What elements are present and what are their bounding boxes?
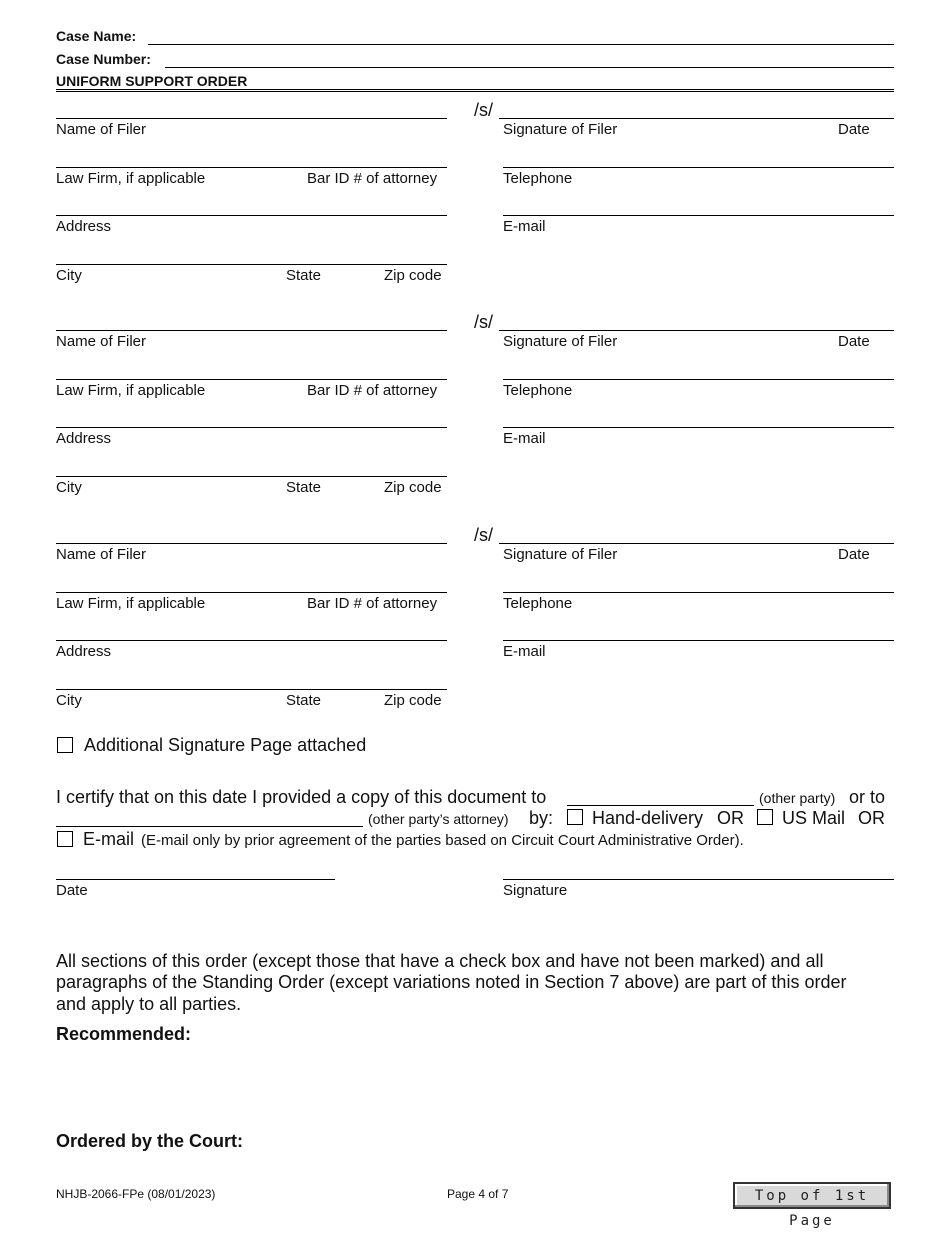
city-state-zip-field[interactable] (56, 476, 447, 477)
email-note: (E-mail only by prior agreement of the parties based on Circuit Court Administrative Order). (141, 832, 744, 849)
signature-of-filer-label: Signature of Filer (503, 546, 618, 563)
other-party-attorney-field[interactable] (56, 826, 363, 827)
cert-date-label: Date (56, 882, 88, 899)
name-of-filer-field[interactable] (56, 543, 447, 544)
additional-signature-checkbox[interactable] (57, 737, 73, 753)
order-paragraph-line-3: and apply to all parties. (56, 994, 242, 1014)
name-of-filer-label: Name of Filer (56, 121, 147, 138)
city-label: City (56, 267, 82, 284)
zip-label: Zip code (384, 267, 442, 284)
ordered-heading: Ordered by the Court: (56, 1131, 244, 1151)
name-of-filer-label: Name of Filer (56, 333, 147, 350)
telephone-field[interactable] (503, 592, 894, 593)
signature-date-label: Date (838, 546, 870, 563)
name-of-filer-field[interactable] (56, 118, 447, 119)
bar-id-label: Bar ID # of attorney (307, 595, 438, 612)
certify-text: I certify that on this date I provided a copy of this document to (56, 787, 547, 807)
telephone-label: Telephone (503, 382, 573, 399)
case-number-label: Case Number: (56, 51, 151, 67)
by-text: by: (529, 808, 554, 828)
law-firm-field[interactable] (56, 167, 447, 168)
recommended-heading: Recommended: (56, 1024, 192, 1044)
sig-prefix: /s/ (474, 312, 494, 332)
address-field[interactable] (56, 427, 447, 428)
cert-signature-label: Signature (503, 882, 568, 899)
name-of-filer-field[interactable] (56, 330, 447, 331)
or-text-2: OR (858, 808, 885, 828)
order-paragraph-line-2: paragraphs of the Standing Order (except variations noted in Section 7 above) are part of this order (56, 972, 847, 992)
form-title: UNIFORM SUPPORT ORDER (56, 73, 248, 89)
telephone-field[interactable] (503, 379, 894, 380)
case-name-label: Case Name: (56, 28, 137, 44)
email-service-label: E-mail (83, 829, 135, 849)
header-rule-1 (56, 89, 894, 90)
telephone-label: Telephone (503, 595, 573, 612)
email-field[interactable] (503, 640, 894, 641)
or-text-1: OR (717, 808, 744, 828)
sig-prefix: /s/ (474, 100, 494, 120)
state-label: State (286, 267, 322, 284)
case-number-field[interactable] (165, 67, 894, 68)
telephone-field[interactable] (503, 167, 894, 168)
law-firm-label: Law Firm, if applicable (56, 170, 206, 187)
state-label: State (286, 479, 322, 496)
email-checkbox[interactable] (57, 831, 73, 847)
address-label: Address (56, 643, 112, 660)
us-mail-label: US Mail (782, 808, 846, 828)
signature-date-label: Date (838, 121, 870, 138)
address-field[interactable] (56, 215, 447, 216)
header-rule-2 (56, 91, 894, 92)
city-state-zip-field[interactable] (56, 689, 447, 690)
other-party-field[interactable] (567, 805, 754, 806)
zip-label: Zip code (384, 692, 442, 709)
email-field[interactable] (503, 427, 894, 428)
law-firm-label: Law Firm, if applicable (56, 382, 206, 399)
other-party-attorney-label: (other party’s attorney) (368, 811, 509, 827)
other-party-label: (other party) (759, 790, 836, 806)
name-of-filer-label: Name of Filer (56, 546, 147, 563)
city-label: City (56, 479, 82, 496)
form-id: NHJB-2066-FPe (08/01/2023) (56, 1187, 216, 1201)
email-field[interactable] (503, 215, 894, 216)
email-label: E-mail (503, 218, 546, 235)
cert-date-field[interactable] (56, 879, 335, 880)
signature-of-filer-field[interactable] (499, 330, 894, 331)
telephone-label: Telephone (503, 170, 573, 187)
email-label: E-mail (503, 430, 546, 447)
additional-signature-label: Additional Signature Page attached (84, 735, 367, 755)
signature-of-filer-field[interactable] (499, 118, 894, 119)
bar-id-label: Bar ID # of attorney (307, 170, 438, 187)
hand-delivery-label: Hand-delivery (592, 808, 704, 828)
case-name-field[interactable] (148, 44, 894, 45)
signature-of-filer-field[interactable] (499, 543, 894, 544)
cert-signature-field[interactable] (503, 879, 894, 880)
sig-prefix: /s/ (474, 525, 494, 545)
order-paragraph-line-1: All sections of this order (except those that have a check box and have not been marked) and all (56, 951, 824, 971)
signature-of-filer-label: Signature of Filer (503, 333, 618, 350)
hand-delivery-checkbox[interactable] (567, 809, 583, 825)
page-number: Page 4 of 7 (447, 1187, 509, 1201)
zip-label: Zip code (384, 479, 442, 496)
city-state-zip-field[interactable] (56, 264, 447, 265)
city-label: City (56, 692, 82, 709)
state-label: State (286, 692, 322, 709)
address-label: Address (56, 430, 112, 447)
law-firm-field[interactable] (56, 379, 447, 380)
address-label: Address (56, 218, 112, 235)
us-mail-checkbox[interactable] (757, 809, 773, 825)
signature-of-filer-label: Signature of Filer (503, 121, 618, 138)
top-of-first-page-button[interactable]: Top of 1st Page (733, 1182, 891, 1209)
address-field[interactable] (56, 640, 447, 641)
or-to-text: or to (849, 787, 886, 807)
law-firm-field[interactable] (56, 592, 447, 593)
email-label: E-mail (503, 643, 546, 660)
bar-id-label: Bar ID # of attorney (307, 382, 438, 399)
law-firm-label: Law Firm, if applicable (56, 595, 206, 612)
signature-date-label: Date (838, 333, 870, 350)
